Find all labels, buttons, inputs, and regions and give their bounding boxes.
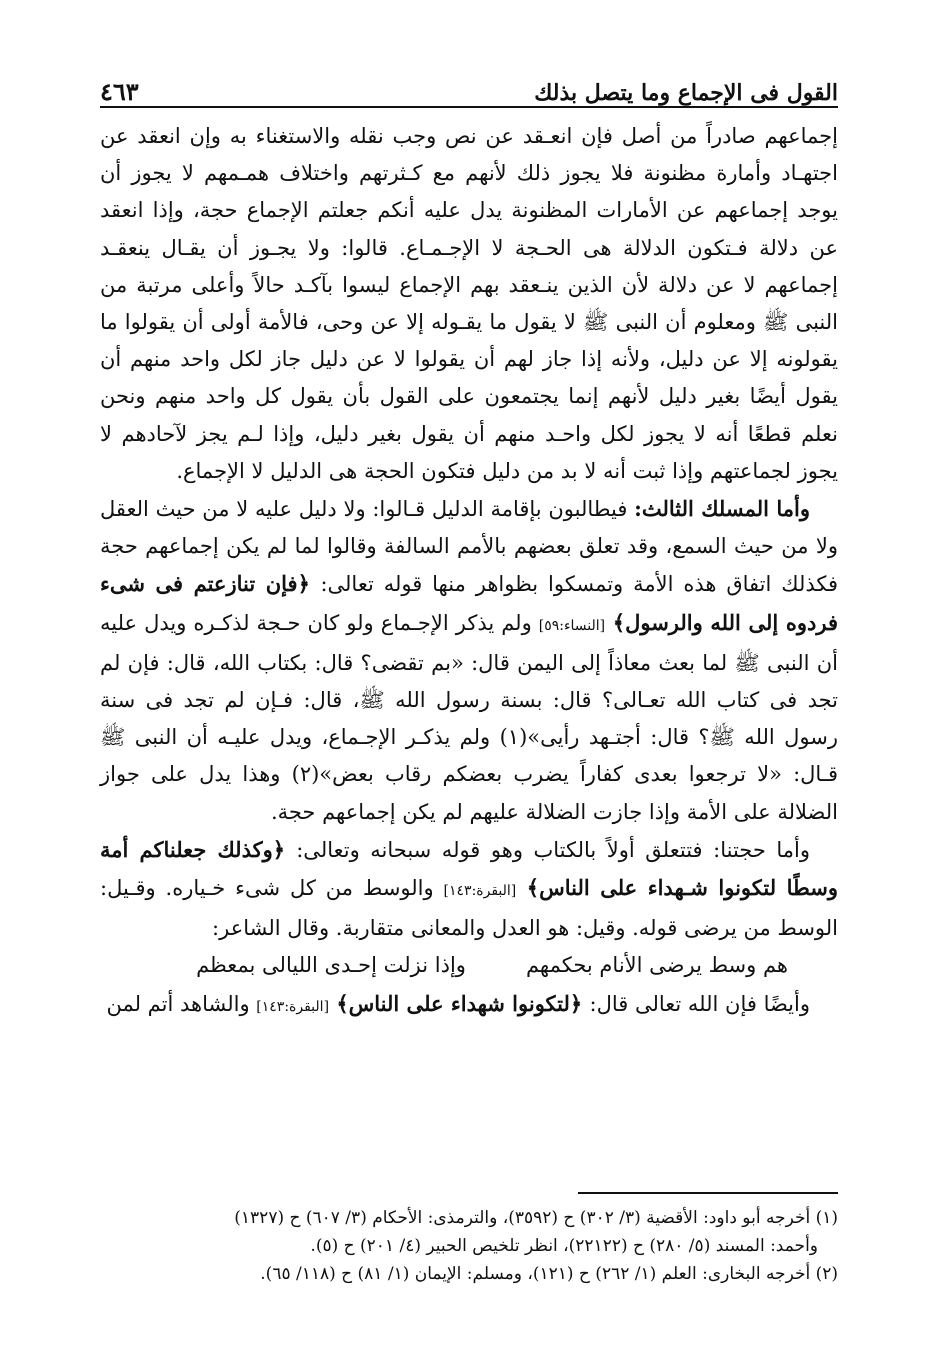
main-text xyxy=(100,118,838,1026)
poem-verse xyxy=(100,947,838,984)
paragraph-2 xyxy=(100,490,838,831)
section-lead: وأما المسلك الثالث: xyxy=(634,496,810,522)
page-number: ٤٦٣ xyxy=(100,77,139,106)
paragraph-4-text-b: والشاهد أتم لمن xyxy=(106,991,257,1016)
paragraph-1: إجماعهم صادراً من أصل فإن انعـقد عن نص وجب نقله والاستغناء به وإن انعقد عن اجتهـاد وأمارة مظنونة فلا يجوز ذلك لأنهم مع كـثرتهم واختلاف همـمهم لا يجوز أن يوجد إجماعهم عن الأمارات المظنونة يدل عليه أنكم جعلتم الإجماع حجة، وإذا انعقد عن دلالة فـتكون الدلالة هى الحـجة لا الإجـمـاع. قالوا: ولا يجـوز أن يقـال ينعقـد إجماعهم لا عن دلالة لأن الذين ينـعقد بهم الإجماع ليسوا بآكـد حالاً وأعلى مرتبة من النبى ﷺ ومعلوم أن النبى ﷺ لا يقول ما يقـوله إلا عن وحى، فالأمة أولى أن يقولوا ما يقولونه إلا عن دليل، ولأنه إذا جاز لهم أن يقولوا لا عن دليل جاز لكل واحد منهم أن يقول أيضًا بغير دليل لأنهم إنما يجتمعون على القول بأن يقول كل واحد منهم ونحن نعلم قطعًا أنه لا يجوز لكل واحـد منهم أن يقول بغير دليل، وإذا لـم يجز لآحادهم لا يجوز لجماعتهم وإذا ثبت أنه لا بد من دليل فتكون الحجة هى الدليل لا الإجماع. xyxy=(100,124,838,483)
paragraph-3-text-b: والوسط من كل شىء خـياره. وقـيل: الوسط من يرضى قوله. وقيل: هو العدل والمعانى متقاربة. وقال الشاعر: xyxy=(100,876,838,941)
paragraph-2-text-a: فيطالبون بإقامة الدليل قـالوا: ولا دليل عليه لا من حيث العقل ولا من حيث السمع، وقد تعلق بعضهم بالأمم السالفة وقالوا لما لم يكن إجماعهم حجة فكذلك اتفاق هذه الأمة وتمسكوا بظواهر منها قوله تعالى: xyxy=(100,497,838,597)
quran-verse: ﴿فإن تنازعتم فى شىء فردوه إلى الله والرسول﴾ xyxy=(100,571,838,635)
footnote-1-line-1: (١) أخرجه أبو داود: الأقضية (٣/ ٣٠٢) ح (٣٥٩٢)، والترمذى: الأحكام (٣/ ٦٠٧) ح (١٣٢٧) xyxy=(234,1208,838,1228)
poem-second-hemistich: وإذا نزلت إحـدى الليالى بمعظم xyxy=(196,953,466,978)
paragraph-4 xyxy=(100,985,838,1026)
footnotes xyxy=(100,1192,838,1288)
paragraph-3-text-a: وأما حجتنا: فتتعلق أولاً بالكتاب وهو قوله سبحانه وتعالى: xyxy=(296,837,810,862)
paragraph-3 xyxy=(100,831,838,948)
footnote-2: (٢) أخرجه البخارى: العلم (١/ ٢٦٢) ح (١٢١)، ومسلم: الإيمان (١/ ٨١) ح (١١٨/ ٦٥). xyxy=(260,1264,838,1284)
paragraph-2-text-b: ولم يذكر الإجـماع ولو كان حـجة لذكـره ويدل عليه أن النبى ﷺ لما بعث معاذاً إلى اليمن قال: «بم تقضى؟ قال: بكتاب الله، قال: فإن لم تجد فى كتاب الله تعـالى؟ قال: بسنة رسول الله ﷺ، قال: فـإن لم تجد فى سنة رسول الله ﷺ؟ قال: أجتـهد رأيى»(١) ولم يذكـر الإجـماع، ويدل عليـه أن النبى ﷺ قـال: «لا ترجعوا بعدى كفاراً يضرب بعضكم رقاب بعض»(٢) وهذا يدل على جواز الضلالة على الأمة وإذا جازت الضلالة عليهم لم يكن إجماعهم حجة. xyxy=(100,610,838,824)
quran-verse: ﴿وكذلك جعلناكم أمة وسطًا لتكونوا شـهداء على الناس﴾ xyxy=(100,836,839,901)
poem-first-hemistich: هم وسط يرضى الأنام بحكمهم xyxy=(525,953,788,978)
paragraph-4-text-a: وأيضًا فإن الله تعالى قال: xyxy=(589,991,810,1016)
footnote-1-line-2: وأحمد: المسند (٥/ ٢٨٠) ح (٢٢١٢٢)، انظر تلخيص الحبير (٤/ ٢٠١) ح (٥). xyxy=(310,1236,818,1256)
verse-reference: [البقرة:١٤٣] xyxy=(443,883,517,900)
footnote-1 xyxy=(100,1204,838,1260)
book-page xyxy=(100,62,838,1342)
page-header xyxy=(100,62,838,108)
running-title: القول فى الإجماع وما يتصل بذلك xyxy=(534,80,838,106)
verse-reference: [البقرة:١٤٣] xyxy=(256,998,330,1015)
verse-reference: [النساء:٥٩] xyxy=(538,617,606,634)
footnote-divider xyxy=(578,1192,838,1194)
quran-verse: ﴿لتكونوا شهداء على الناس﴾ xyxy=(329,990,590,1016)
